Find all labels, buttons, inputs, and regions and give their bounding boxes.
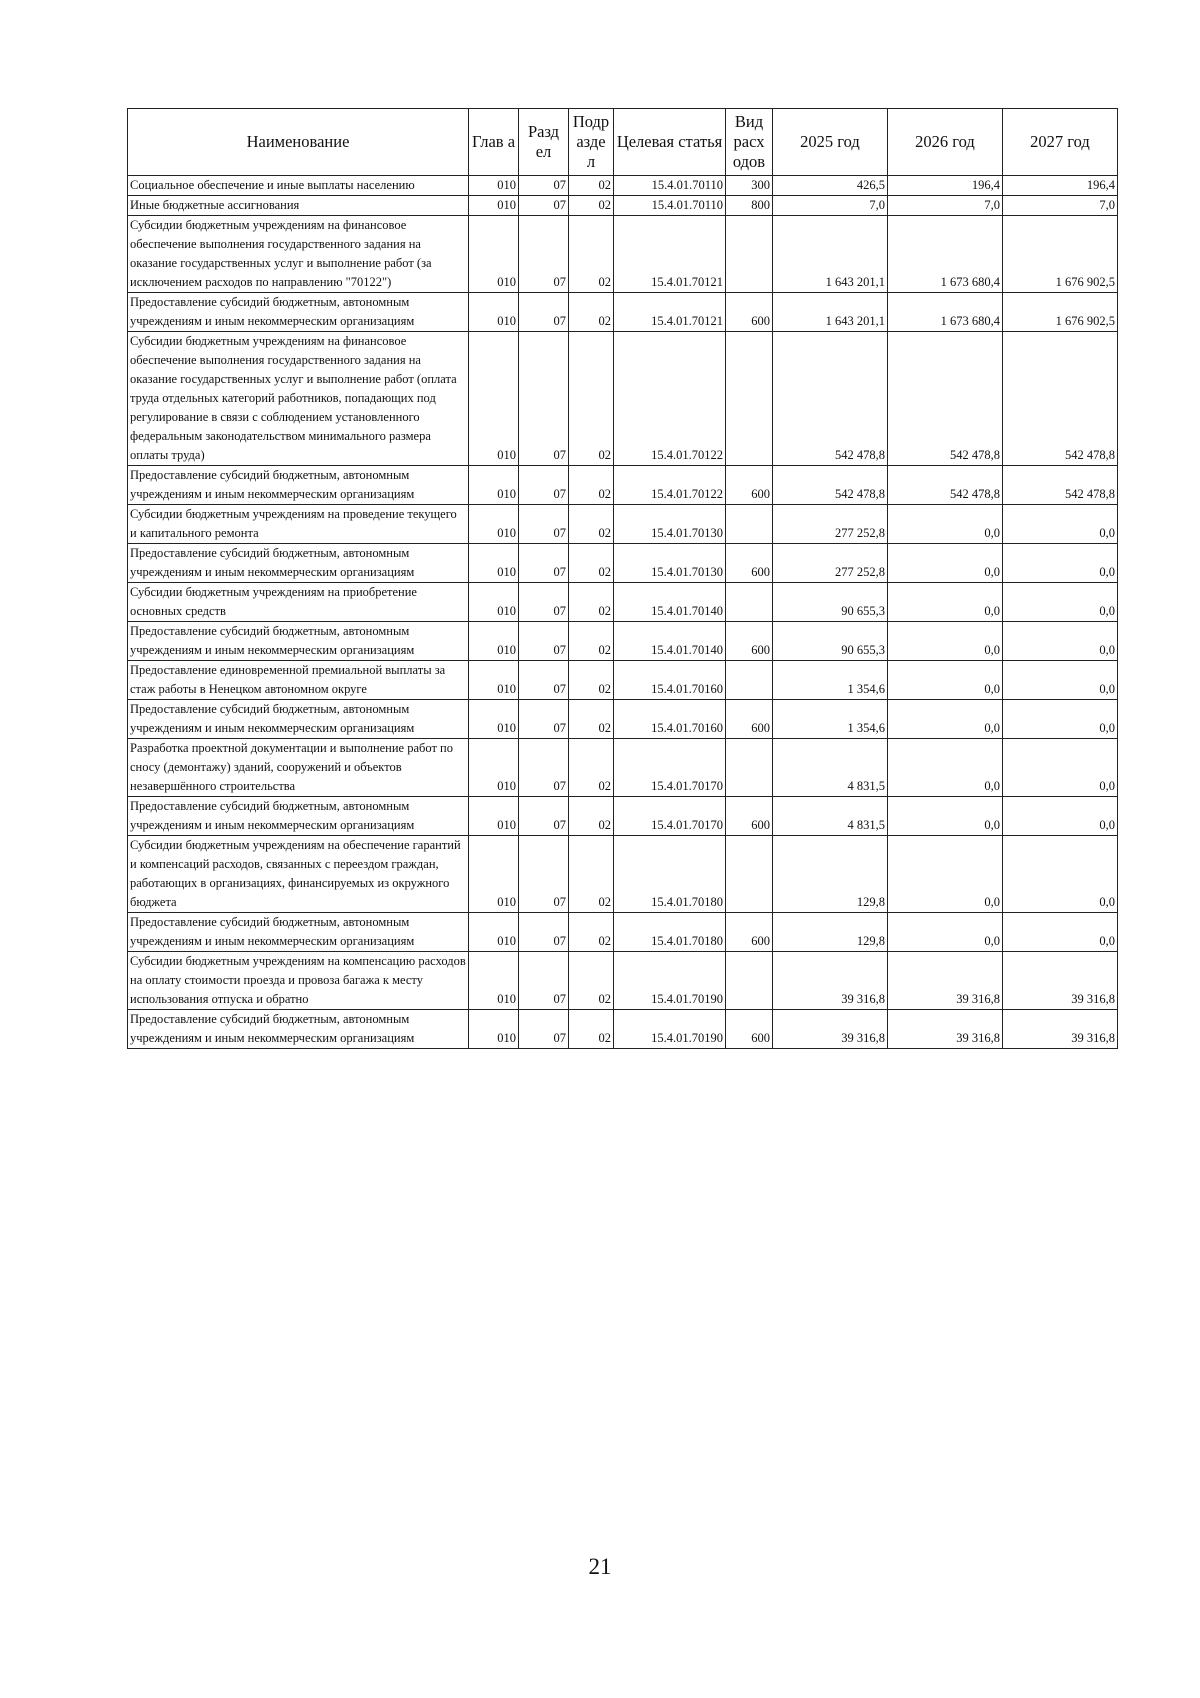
header-razdel: Разд ел bbox=[519, 109, 569, 176]
row-vid bbox=[726, 332, 773, 466]
row-podrazdel: 02 bbox=[569, 196, 614, 216]
row-target: 15.4.01.70110 bbox=[614, 196, 726, 216]
row-value-2027: 0,0 bbox=[1003, 583, 1118, 622]
row-value-2025: 7,0 bbox=[773, 196, 888, 216]
row-vid bbox=[726, 952, 773, 1010]
row-vid bbox=[726, 739, 773, 797]
row-podrazdel: 02 bbox=[569, 583, 614, 622]
row-value-2025: 277 252,8 bbox=[773, 505, 888, 544]
row-glava: 010 bbox=[469, 836, 519, 913]
row-name: Предоставление субсидий бюджетным, автономным учреждениям и иным некоммерческим организациям bbox=[128, 293, 469, 332]
row-name: Субсидии бюджетным учреждениям на финансовое обеспечение выполнения государственного задания на оказание государственных услуг и выполнение работ (за исключением расходов по направлению "70122") bbox=[128, 216, 469, 293]
row-razdel: 07 bbox=[519, 332, 569, 466]
row-podrazdel: 02 bbox=[569, 739, 614, 797]
row-name: Субсидии бюджетным учреждениям на обеспечение гарантий и компенсаций расходов, связанных с переездом граждан, работающих в организациях, финансируемых из окружного бюджета bbox=[128, 836, 469, 913]
row-podrazdel: 02 bbox=[569, 797, 614, 836]
row-glava: 010 bbox=[469, 544, 519, 583]
table-row bbox=[128, 952, 1118, 1010]
row-razdel: 07 bbox=[519, 583, 569, 622]
row-razdel: 07 bbox=[519, 952, 569, 1010]
row-name: Разработка проектной документации и выполнение работ по сносу (демонтажу) зданий, сооружений и объектов незавершённого строительства bbox=[128, 739, 469, 797]
table-row bbox=[128, 583, 1118, 622]
row-name: Предоставление субсидий бюджетным, автономным учреждениям и иным некоммерческим организациям bbox=[128, 797, 469, 836]
row-razdel: 07 bbox=[519, 216, 569, 293]
row-vid: 600 bbox=[726, 622, 773, 661]
row-target: 15.4.01.70160 bbox=[614, 661, 726, 700]
row-glava: 010 bbox=[469, 739, 519, 797]
row-value-2026: 0,0 bbox=[888, 661, 1003, 700]
row-name: Предоставление единовременной премиальной выплаты за стаж работы в Ненецком автономном округе bbox=[128, 661, 469, 700]
row-value-2027: 0,0 bbox=[1003, 797, 1118, 836]
row-value-2027: 542 478,8 bbox=[1003, 466, 1118, 505]
table-row bbox=[128, 913, 1118, 952]
row-razdel: 07 bbox=[519, 505, 569, 544]
row-glava: 010 bbox=[469, 797, 519, 836]
row-razdel: 07 bbox=[519, 196, 569, 216]
row-value-2025: 542 478,8 bbox=[773, 332, 888, 466]
row-glava: 010 bbox=[469, 622, 519, 661]
row-value-2026: 1 673 680,4 bbox=[888, 216, 1003, 293]
row-value-2027: 0,0 bbox=[1003, 661, 1118, 700]
row-target: 15.4.01.70160 bbox=[614, 700, 726, 739]
row-vid: 600 bbox=[726, 700, 773, 739]
row-podrazdel: 02 bbox=[569, 1010, 614, 1049]
row-podrazdel: 02 bbox=[569, 293, 614, 332]
row-value-2026: 7,0 bbox=[888, 196, 1003, 216]
row-podrazdel: 02 bbox=[569, 661, 614, 700]
row-razdel: 07 bbox=[519, 1010, 569, 1049]
table-body bbox=[128, 176, 1118, 1049]
row-name: Предоставление субсидий бюджетным, автономным учреждениям и иным некоммерческим организациям bbox=[128, 913, 469, 952]
row-vid: 600 bbox=[726, 466, 773, 505]
row-value-2026: 0,0 bbox=[888, 797, 1003, 836]
row-target: 15.4.01.70170 bbox=[614, 797, 726, 836]
row-name: Субсидии бюджетным учреждениям на финансовое обеспечение выполнения государственного задания на оказание государственных услуг и выполнение работ (оплата труда отдельных категорий работников, попадающих под регулирование в связи с соблюдением установленного федеральным законодательством минимального размера оплаты труда) bbox=[128, 332, 469, 466]
row-value-2027: 1 676 902,5 bbox=[1003, 293, 1118, 332]
row-value-2027: 39 316,8 bbox=[1003, 1010, 1118, 1049]
row-value-2026: 542 478,8 bbox=[888, 466, 1003, 505]
row-target: 15.4.01.70170 bbox=[614, 739, 726, 797]
row-target: 15.4.01.70122 bbox=[614, 332, 726, 466]
table-header-row bbox=[128, 109, 1118, 176]
row-value-2025: 1 354,6 bbox=[773, 700, 888, 739]
header-vid: Вид расх одов bbox=[726, 109, 773, 176]
row-value-2026: 1 673 680,4 bbox=[888, 293, 1003, 332]
row-value-2027: 196,4 bbox=[1003, 176, 1118, 196]
row-target: 15.4.01.70121 bbox=[614, 293, 726, 332]
row-value-2026: 39 316,8 bbox=[888, 1010, 1003, 1049]
table-row bbox=[128, 836, 1118, 913]
row-value-2025: 277 252,8 bbox=[773, 544, 888, 583]
row-name: Субсидии бюджетным учреждениям на проведение текущего и капитального ремонта bbox=[128, 505, 469, 544]
row-name: Предоставление субсидий бюджетным, автономным учреждениям и иным некоммерческим организациям bbox=[128, 622, 469, 661]
row-razdel: 07 bbox=[519, 176, 569, 196]
row-value-2025: 90 655,3 bbox=[773, 622, 888, 661]
row-vid: 800 bbox=[726, 196, 773, 216]
row-podrazdel: 02 bbox=[569, 176, 614, 196]
header-2026: 2026 год bbox=[888, 109, 1003, 176]
row-value-2025: 4 831,5 bbox=[773, 797, 888, 836]
row-name: Субсидии бюджетным учреждениям на компенсацию расходов на оплату стоимости проезда и провоза багажа к месту использования отпуска и обратно bbox=[128, 952, 469, 1010]
row-podrazdel: 02 bbox=[569, 505, 614, 544]
row-value-2027: 0,0 bbox=[1003, 739, 1118, 797]
row-podrazdel: 02 bbox=[569, 836, 614, 913]
row-target: 15.4.01.70190 bbox=[614, 952, 726, 1010]
row-glava: 010 bbox=[469, 196, 519, 216]
row-vid: 600 bbox=[726, 1010, 773, 1049]
row-name: Субсидии бюджетным учреждениям на приобретение основных средств bbox=[128, 583, 469, 622]
row-podrazdel: 02 bbox=[569, 216, 614, 293]
row-glava: 010 bbox=[469, 505, 519, 544]
row-target: 15.4.01.70130 bbox=[614, 544, 726, 583]
row-vid: 600 bbox=[726, 293, 773, 332]
row-glava: 010 bbox=[469, 293, 519, 332]
row-vid bbox=[726, 216, 773, 293]
table-row bbox=[128, 797, 1118, 836]
header-target: Целевая статья bbox=[614, 109, 726, 176]
row-razdel: 07 bbox=[519, 739, 569, 797]
row-value-2026: 0,0 bbox=[888, 739, 1003, 797]
row-razdel: 07 bbox=[519, 466, 569, 505]
row-vid: 600 bbox=[726, 913, 773, 952]
row-razdel: 07 bbox=[519, 700, 569, 739]
row-value-2026: 0,0 bbox=[888, 836, 1003, 913]
row-vid bbox=[726, 583, 773, 622]
budget-sheet bbox=[127, 108, 1117, 1049]
row-podrazdel: 02 bbox=[569, 332, 614, 466]
row-value-2027: 0,0 bbox=[1003, 700, 1118, 739]
row-target: 15.4.01.70190 bbox=[614, 1010, 726, 1049]
row-razdel: 07 bbox=[519, 293, 569, 332]
row-podrazdel: 02 bbox=[569, 952, 614, 1010]
table-row bbox=[128, 622, 1118, 661]
row-podrazdel: 02 bbox=[569, 700, 614, 739]
row-value-2026: 0,0 bbox=[888, 505, 1003, 544]
row-vid: 300 bbox=[726, 176, 773, 196]
row-value-2027: 542 478,8 bbox=[1003, 332, 1118, 466]
row-glava: 010 bbox=[469, 583, 519, 622]
table-row bbox=[128, 216, 1118, 293]
row-value-2025: 542 478,8 bbox=[773, 466, 888, 505]
row-value-2025: 4 831,5 bbox=[773, 739, 888, 797]
row-value-2026: 196,4 bbox=[888, 176, 1003, 196]
row-vid bbox=[726, 836, 773, 913]
row-target: 15.4.01.70180 bbox=[614, 913, 726, 952]
row-target: 15.4.01.70130 bbox=[614, 505, 726, 544]
row-name: Предоставление субсидий бюджетным, автономным учреждениям и иным некоммерческим организациям bbox=[128, 544, 469, 583]
row-razdel: 07 bbox=[519, 544, 569, 583]
table-row bbox=[128, 332, 1118, 466]
row-value-2026: 0,0 bbox=[888, 544, 1003, 583]
row-glava: 010 bbox=[469, 176, 519, 196]
header-2025: 2025 год bbox=[773, 109, 888, 176]
header-2027: 2027 год bbox=[1003, 109, 1118, 176]
row-name: Социальное обеспечение и иные выплаты населению bbox=[128, 176, 469, 196]
row-glava: 010 bbox=[469, 332, 519, 466]
row-razdel: 07 bbox=[519, 913, 569, 952]
row-podrazdel: 02 bbox=[569, 466, 614, 505]
row-value-2027: 1 676 902,5 bbox=[1003, 216, 1118, 293]
row-glava: 010 bbox=[469, 1010, 519, 1049]
row-value-2025: 426,5 bbox=[773, 176, 888, 196]
row-glava: 010 bbox=[469, 661, 519, 700]
row-podrazdel: 02 bbox=[569, 544, 614, 583]
row-razdel: 07 bbox=[519, 797, 569, 836]
row-value-2026: 542 478,8 bbox=[888, 332, 1003, 466]
table-row bbox=[128, 700, 1118, 739]
row-name: Предоставление субсидий бюджетным, автономным учреждениям и иным некоммерческим организациям bbox=[128, 1010, 469, 1049]
row-glava: 010 bbox=[469, 216, 519, 293]
row-vid bbox=[726, 505, 773, 544]
row-target: 15.4.01.70122 bbox=[614, 466, 726, 505]
table-row bbox=[128, 293, 1118, 332]
table-row bbox=[128, 466, 1118, 505]
row-value-2027: 0,0 bbox=[1003, 622, 1118, 661]
header-podrazdel: Подр азде л bbox=[569, 109, 614, 176]
row-podrazdel: 02 bbox=[569, 622, 614, 661]
row-razdel: 07 bbox=[519, 836, 569, 913]
row-value-2027: 0,0 bbox=[1003, 505, 1118, 544]
table-row bbox=[128, 176, 1118, 196]
row-target: 15.4.01.70121 bbox=[614, 216, 726, 293]
row-value-2026: 0,0 bbox=[888, 700, 1003, 739]
row-value-2026: 0,0 bbox=[888, 913, 1003, 952]
row-target: 15.4.01.70140 bbox=[614, 622, 726, 661]
row-name: Предоставление субсидий бюджетным, автономным учреждениям и иным некоммерческим организациям bbox=[128, 700, 469, 739]
header-glava: Глав а bbox=[469, 109, 519, 176]
row-value-2025: 1 354,6 bbox=[773, 661, 888, 700]
row-value-2026: 0,0 bbox=[888, 583, 1003, 622]
row-name: Иные бюджетные ассигнования bbox=[128, 196, 469, 216]
table-row bbox=[128, 196, 1118, 216]
row-value-2027: 39 316,8 bbox=[1003, 952, 1118, 1010]
row-glava: 010 bbox=[469, 700, 519, 739]
row-value-2025: 1 643 201,1 bbox=[773, 293, 888, 332]
row-razdel: 07 bbox=[519, 661, 569, 700]
row-target: 15.4.01.70110 bbox=[614, 176, 726, 196]
row-value-2026: 0,0 bbox=[888, 622, 1003, 661]
row-name: Предоставление субсидий бюджетным, автономным учреждениям и иным некоммерческим организациям bbox=[128, 466, 469, 505]
row-value-2025: 1 643 201,1 bbox=[773, 216, 888, 293]
row-target: 15.4.01.70140 bbox=[614, 583, 726, 622]
row-value-2027: 0,0 bbox=[1003, 913, 1118, 952]
table-row bbox=[128, 544, 1118, 583]
row-vid bbox=[726, 661, 773, 700]
row-value-2025: 39 316,8 bbox=[773, 1010, 888, 1049]
row-value-2027: 7,0 bbox=[1003, 196, 1118, 216]
row-target: 15.4.01.70180 bbox=[614, 836, 726, 913]
row-vid: 600 bbox=[726, 544, 773, 583]
page-number: 21 bbox=[588, 1554, 612, 1579]
row-glava: 010 bbox=[469, 913, 519, 952]
row-value-2027: 0,0 bbox=[1003, 836, 1118, 913]
row-value-2027: 0,0 bbox=[1003, 544, 1118, 583]
row-glava: 010 bbox=[469, 466, 519, 505]
row-glava: 010 bbox=[469, 952, 519, 1010]
table-row bbox=[128, 661, 1118, 700]
table-row bbox=[128, 505, 1118, 544]
table-row bbox=[128, 739, 1118, 797]
row-podrazdel: 02 bbox=[569, 913, 614, 952]
row-value-2026: 39 316,8 bbox=[888, 952, 1003, 1010]
row-value-2025: 129,8 bbox=[773, 836, 888, 913]
row-value-2025: 39 316,8 bbox=[773, 952, 888, 1010]
row-vid: 600 bbox=[726, 797, 773, 836]
header-name: Наименование bbox=[128, 109, 469, 176]
row-razdel: 07 bbox=[519, 622, 569, 661]
row-value-2025: 90 655,3 bbox=[773, 583, 888, 622]
row-value-2025: 129,8 bbox=[773, 913, 888, 952]
table-row bbox=[128, 1010, 1118, 1049]
budget-table bbox=[127, 108, 1118, 1049]
